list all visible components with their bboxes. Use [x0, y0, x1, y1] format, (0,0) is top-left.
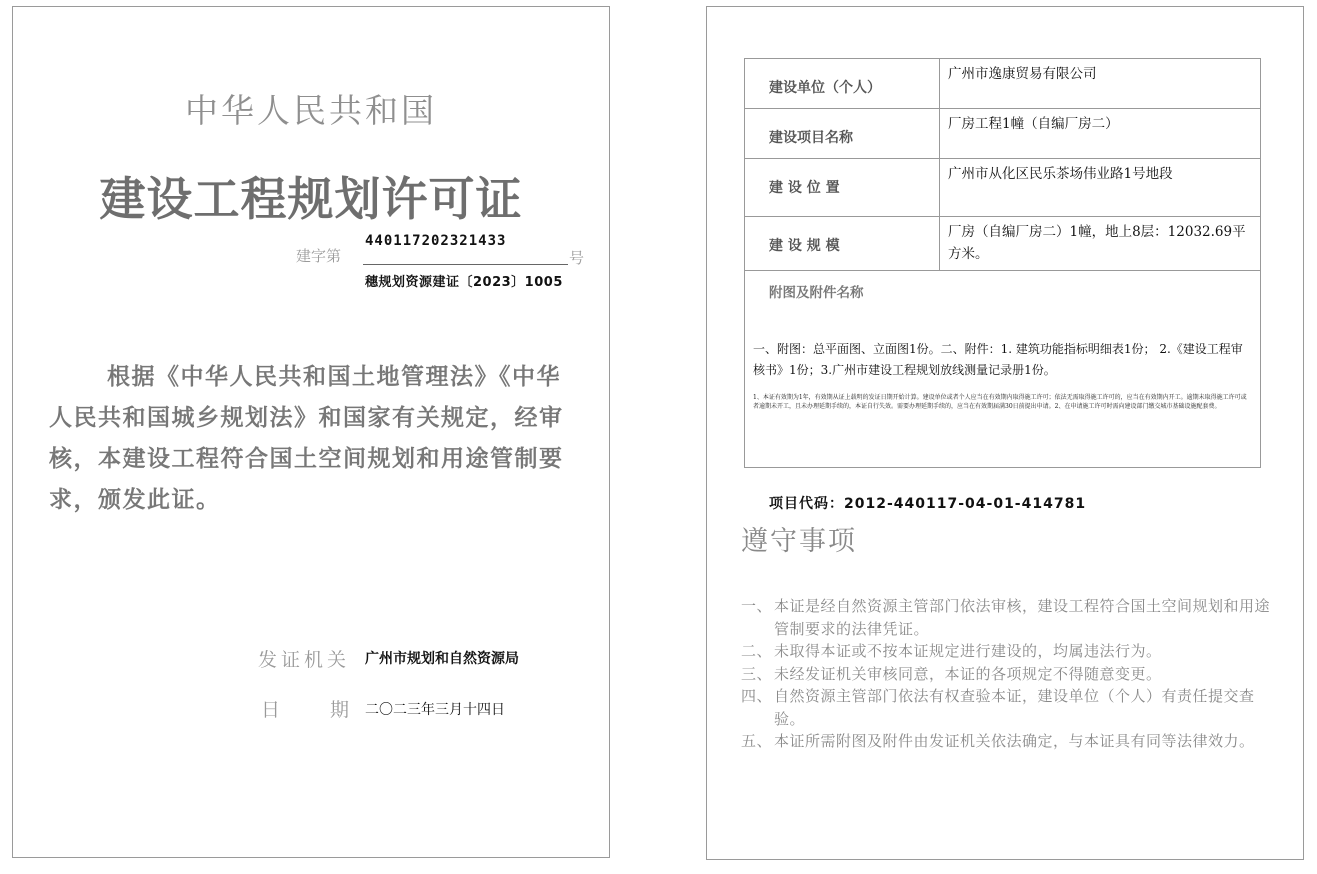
row-value: 厂房（自编厂房二）1幢，地上8层：12032.69平方米。 [940, 217, 1261, 271]
row-label: 建设项目名称 [745, 109, 940, 159]
attachments-content: 一、附图：总平面图、立面图1份。二、附件：1. 建筑功能指标明细表1份； 2.《建设工程审核书》1份；3.广州市建设工程规划放线测量记录册1份。 [753, 342, 1243, 377]
sui-certificate-number: 穗规划资源建证〔2023〕1005 [365, 275, 563, 290]
list-item [741, 663, 1271, 686]
date-label: 日 期 [261, 699, 354, 721]
note-number: 四、 [741, 687, 773, 705]
notes-title: 遵守事项 [741, 526, 857, 557]
note-number: 二、 [741, 642, 773, 660]
row-value: 广州市从化区民乐茶场伟业路1号地段 [940, 159, 1261, 217]
attachments-label: 附图及附件名称 [769, 285, 864, 301]
row-label: 建 设 规 模 [745, 217, 940, 271]
row-value: 厂房工程1幢（自编厂房二） [940, 109, 1261, 159]
project-code: 项目代码：2012-440117-04-01-414781 [769, 496, 1087, 512]
hao-label: 号 [569, 249, 585, 267]
note-text: 本证是经自然资源主管部门依法审核，建设工程符合国土空间规划和用途管制要求的法律凭证。 [774, 597, 1271, 638]
date-value: 二〇二三年三月十四日 [365, 702, 505, 718]
note-text: 未取得本证或不按本证规定进行建设的，均属违法行为。 [774, 642, 1162, 660]
issuer-value: 广州市规划和自然资源局 [365, 651, 519, 667]
row-label: 建设单位（个人） [745, 59, 940, 109]
list-item [741, 640, 1271, 663]
row-value: 广州市逸康贸易有限公司 [940, 59, 1261, 109]
country-name: 中华人民共和国 [185, 91, 437, 130]
certificate-title: 建设工程规划许可证 [99, 172, 523, 226]
list-item [741, 595, 1271, 640]
table-row [745, 271, 1261, 468]
list-item [741, 730, 1271, 753]
list-item [741, 685, 1271, 730]
jianzi-number: 440117202321433 [365, 233, 507, 249]
note-text: 自然资源主管部门依法有权查验本证，建设单位（个人）有责任提交查验。 [774, 687, 1255, 728]
jianzi-label: 建字第 [296, 247, 342, 265]
table-row [745, 59, 1261, 109]
note-text: 未经发证机关审核同意，本证的各项规定不得随意变更。 [774, 664, 1162, 683]
row-label: 建 设 位 置 [745, 159, 940, 217]
notes-list [741, 595, 1271, 753]
certificate-detail-page [706, 6, 1304, 860]
jianzi-underline [363, 264, 568, 265]
attachments-fine-print: 1、本证有效期为1年，有效期从证上载明的发证日期开始计算。建设单位或者个人应当在有效期内取得施工许可；依法无需取得施工许可的，应当在有效期内开工。逾期未取得施工许可或者逾期未开工，且未办理延期手续的，本证自行失效。需要办理延期手续的，应当在有效期届满30日前提出申请。2、在申请施工许可时需向建设部门缴交城市基础设施配套费。 [753, 394, 1247, 410]
note-text: 本证所需附图及附件由发证机关依法确定，与本证具有同等法律效力。 [774, 732, 1255, 750]
table-row [745, 109, 1261, 159]
note-number: 五、 [741, 732, 773, 750]
note-number: 三、 [741, 664, 773, 683]
certificate-front-page [12, 6, 610, 858]
note-number: 一、 [741, 597, 773, 615]
certificate-body-text: 根据《中华人民共和国土地管理法》《中华人民共和国城乡规划法》和国家有关规定，经审核，本建设工程符合国土空间规划和用途管制要求，颁发此证。 [49, 364, 564, 513]
attachments-cell [745, 271, 1261, 468]
table-row [745, 217, 1261, 271]
table-row [745, 159, 1261, 217]
project-info-table [744, 58, 1261, 468]
issuer-label: 发证机关 [258, 649, 351, 671]
